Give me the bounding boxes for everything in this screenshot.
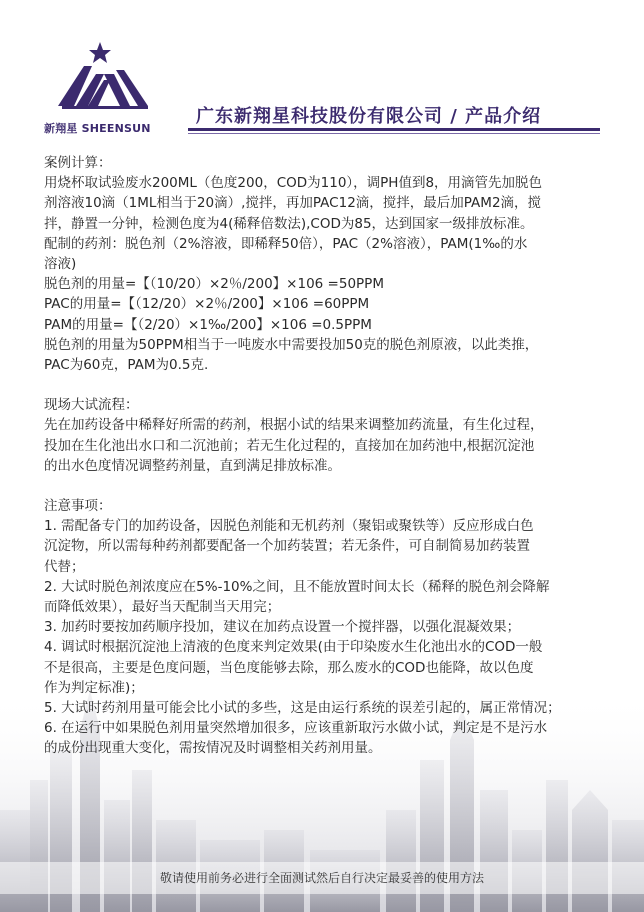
notes-line: 3. 加药时要按加药顺序投加，建议在加药点设置一个搅拌器，以强化混凝效果；: [44, 619, 521, 636]
notes-line: 作为判定标准)；: [44, 679, 144, 696]
field-line: 先在加药设备中稀释好所需的药剂，根据小试的结果来调整加药流量，有生化过程，: [44, 417, 544, 434]
logo-cn-text: 新翔星: [44, 122, 78, 135]
title-divider: [188, 128, 600, 131]
calc-line: 配制的药剂：脱色剂（2%溶液，即稀释50倍），PAC（2%溶液），PAM(1‰的水: [44, 235, 528, 252]
logo-en-text: SHEENSUN: [81, 122, 151, 135]
calc-line: PAM的用量=【（2/20）×1‰/200】×106 =0.5PPM: [44, 316, 372, 333]
page-title: 广东新翔星科技股份有限公司 / 产品介绍: [196, 106, 542, 127]
notes-line: 2. 大试时脱色剂浓度应在5%-10%之间，且不能放置时间太长（稀释的脱色剂会降解: [44, 578, 550, 595]
notes-heading: 注意事项：: [44, 498, 112, 515]
calc-line: 脱色剂的用量=【（10/20）×2％/200】×106 =50PPM: [44, 276, 384, 293]
notes-line: 不是很高，主要是色度问题，当色度能够去除，那么废水的COD也能降，故以色度: [44, 659, 534, 676]
notes-line: 沉淀物，所以需每种药剂都要配备一个加药装置；若无条件，可自制简易加药装置: [44, 538, 530, 555]
notes-line: 代替；: [44, 558, 85, 575]
notes-line: 而降低效果），最好当天配制当天用完；: [44, 599, 281, 616]
calc-heading: 案例计算：: [44, 155, 112, 171]
notes-line: 5. 大试时药剂用量可能会比小试的多些，这是由运行系统的误差引起的，属正常情况；: [44, 700, 561, 717]
field-heading: 现场大试流程：: [44, 397, 139, 414]
logo-wordmark: [44, 120, 164, 136]
company-logo: [44, 40, 164, 140]
star-m-logo-icon: [44, 40, 164, 120]
footer-disclaimer: 敬请使用前务必进行全面测试然后自行决定最妥善的使用方法: [159, 871, 484, 885]
calc-line: 剂溶液10滴（1ML相当于20滴）,搅拌，再加PAC12滴，搅拌，最后加PAM2滴，搅: [44, 195, 542, 212]
field-line: 投加在生化池出水口和二沉池前；若无生化过程的，直接加在加药池中,根据沉淀池: [44, 437, 535, 454]
calc-line: 溶液): [44, 256, 77, 273]
section-spacer: [44, 375, 610, 395]
calc-line: PAC为60克，PAM为0.5克.: [44, 357, 209, 374]
notes-line: 1. 需配备专门的加药设备，因脱色剂能和无机药剂（聚铝或聚铁等）反应形成白色: [44, 518, 534, 535]
calc-line: 脱色剂的用量为50PPM相当于一吨废水中需要投加50克的脱色剂原液，以此类推，: [44, 336, 539, 353]
document-body: [44, 153, 610, 759]
calc-line: 拌，静置一分钟，检测色度为4(稀释倍数法),COD为85，达到国家一级排放标准。: [44, 215, 534, 232]
calc-line: 用烧杯取试验废水200ML（色度200，COD为110），调PH值到8，用滴管先加脱色: [44, 175, 543, 192]
field-line: 的出水色度情况调整药剂量，直到满足排放标准。: [44, 457, 341, 474]
title-divider-thin: [188, 133, 600, 134]
section-spacer: [44, 476, 610, 496]
calc-line: PAC的用量=【（12/20）×2％/200】×106 =60PPM: [44, 296, 370, 313]
page-header: [0, 0, 644, 150]
notes-line: 4. 调试时根据沉淀池上清液的色度来判定效果(由于印染废水生化池出水的COD一般: [44, 639, 543, 656]
notes-line: 6. 在运行中如果脱色剂用量突然增加很多，应该重新取污水做小试，判定是不是污水: [44, 720, 548, 737]
notes-line: 的成份出现重大变化，需按情况及时调整相关药剂用量。: [44, 740, 382, 757]
